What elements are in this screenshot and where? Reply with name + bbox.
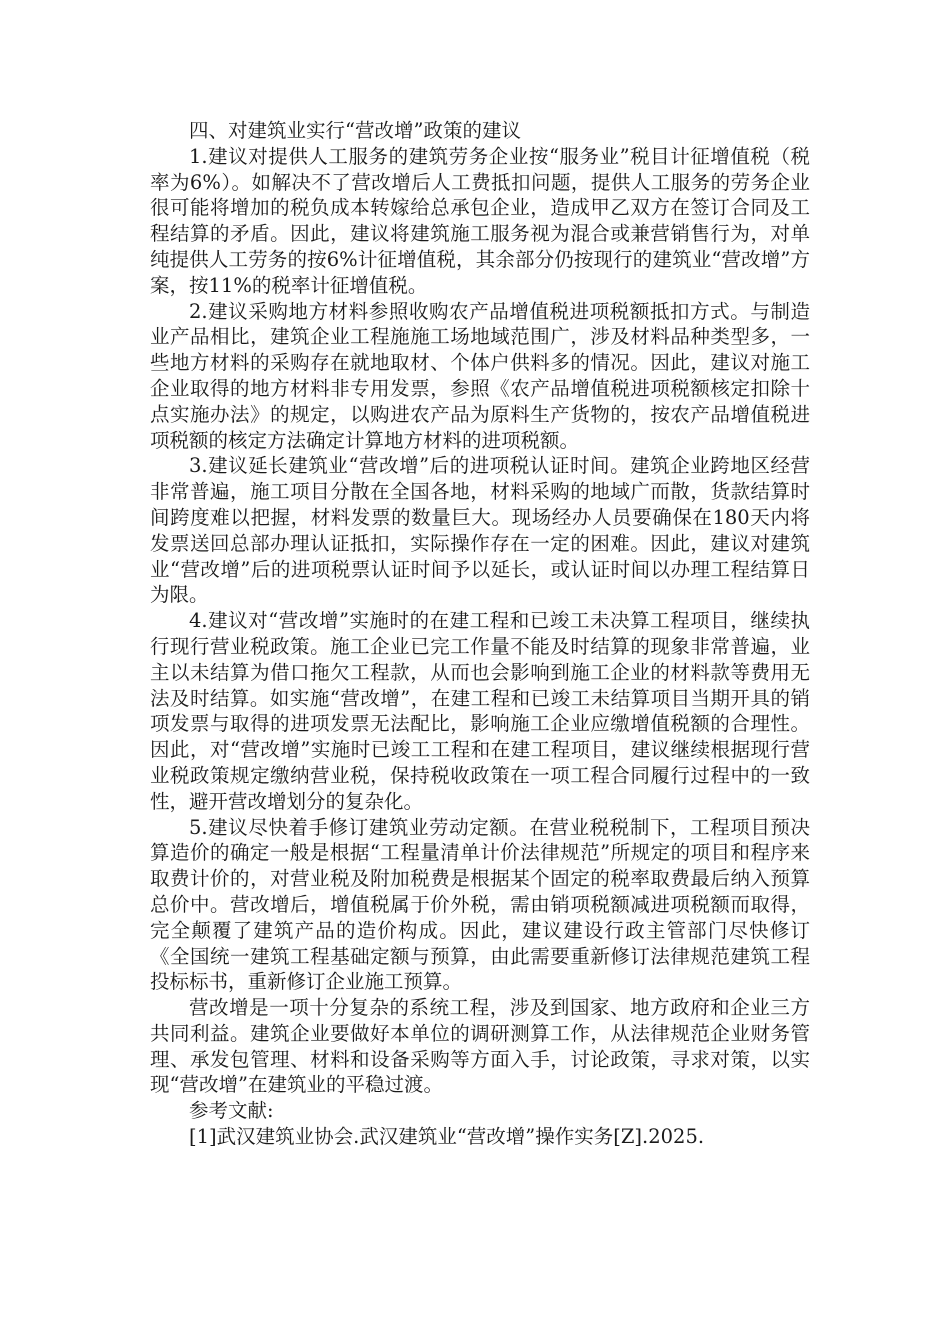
conclusion-paragraph: 营改增是一项十分复杂的系统工程，涉及到国家、地方政府和企业三方共同利益。建筑企业要做好本单位的调研测算工作，从法律规范企业财务管理、承发包管理、材料和设备采购等方面入手，讨论政策，寻求对策，以实现“营改增”在建筑业的平稳过渡。 <box>150 996 810 1097</box>
paragraph-5: 5.建议尽快着手修订建筑业劳动定额。在营业税税制下，工程项目预决算造价的确定一般是根据“工程量清单计价法律规范”所规定的项目和程序来取费计价的，对营业税及附加税费是根据某个固定的税率取费最后纳入预算总价中。营改增后，增值税属于价外税，需由销项税额减进项税额而取得，完全颠覆了建筑产品的造价构成。因此，建议建设行政主管部门尽快修订《全国统一建筑工程基础定额与预算，由此需要重新修订法律规范建筑工程投标标书，重新修订企业施工预算。 <box>150 815 810 994</box>
reference-item: [1]武汉建筑业协会.武汉建筑业“营改增”操作实务[Z].2025. <box>189 1125 705 1149</box>
paragraph-3: 3.建议延长建筑业“营改增”后的进项税认证时间。建筑企业跨地区经营非常普遍，施工项目分散在全国各地，材料采购的地域广而散，货款结算时间跨度难以把握，材料发票的数量巨大。现场经办人员要确保在180天内将发票送回总部办理认证抵扣，实际操作存在一定的困难。因此，建议对建筑业“营改增”后的进项税票认证时间予以延长，或认证时间以办理工程结算日为限。 <box>150 454 810 607</box>
paragraph-2: 2.建议采购地方材料参照收购农产品增值税进项税额抵扣方式。与制造业产品相比，建筑企业工程施施工场地域范围广，涉及材料品种类型多，一些地方材料的采购存在就地取材、个体户供料多的情况。因此，建议对施工企业取得的地方材料非专用发票，参照《农产品增值税进项税额核定扣除十点实施办法》的规定，以购进农产品为原料生产货物的，按农产品增值税进项税额的核定方法确定计算地方材料的进项税额。 <box>150 299 810 452</box>
paragraph-4: 4.建议对“营改增”实施时的在建工程和已竣工未决算工程项目，继续执行现行营业税政策。施工企业已完工作量不能及时结算的现象非常普遍，业主以未结算为借口拖欠工程款，从而也会影响到施工企业的材料款等费用无法及时结算。如实施“营改增”，在建工程和已竣工未结算项目当期开具的销项发票与取得的进项发票无法配比，影响施工企业应缴增值税额的合理性。因此，对“营改增”实施时已竣工工程和在建工程项目，建议继续根据现行营业税政策规定缴纳营业税，保持税收政策在一项工程合同履行过程中的一致性，避开营改增划分的复杂化。 <box>150 609 810 813</box>
paragraph-1: 1.建议对提供人工服务的建筑劳务企业按“服务业”税目计征增值税（税率为6%）。如解决不了营改增后人工费抵扣问题，提供人工服务的劳务企业很可能将增加的税负成本转嫁给总承包企业，造成甲乙双方在签订合同及工程结算的矛盾。因此，建议将建筑施工服务视为混合或兼营销售行为，对单纯提供人工劳务的按6%计征增值税，其余部分仍按现行的建筑业“营改增”方案，按11%的税率计征增值税。 <box>150 144 810 297</box>
section-heading: 四、对建筑业实行“营改增”政策的建议 <box>189 119 521 142</box>
document-page <box>150 118 810 1150</box>
references-label: 参考文献: <box>189 1099 274 1123</box>
